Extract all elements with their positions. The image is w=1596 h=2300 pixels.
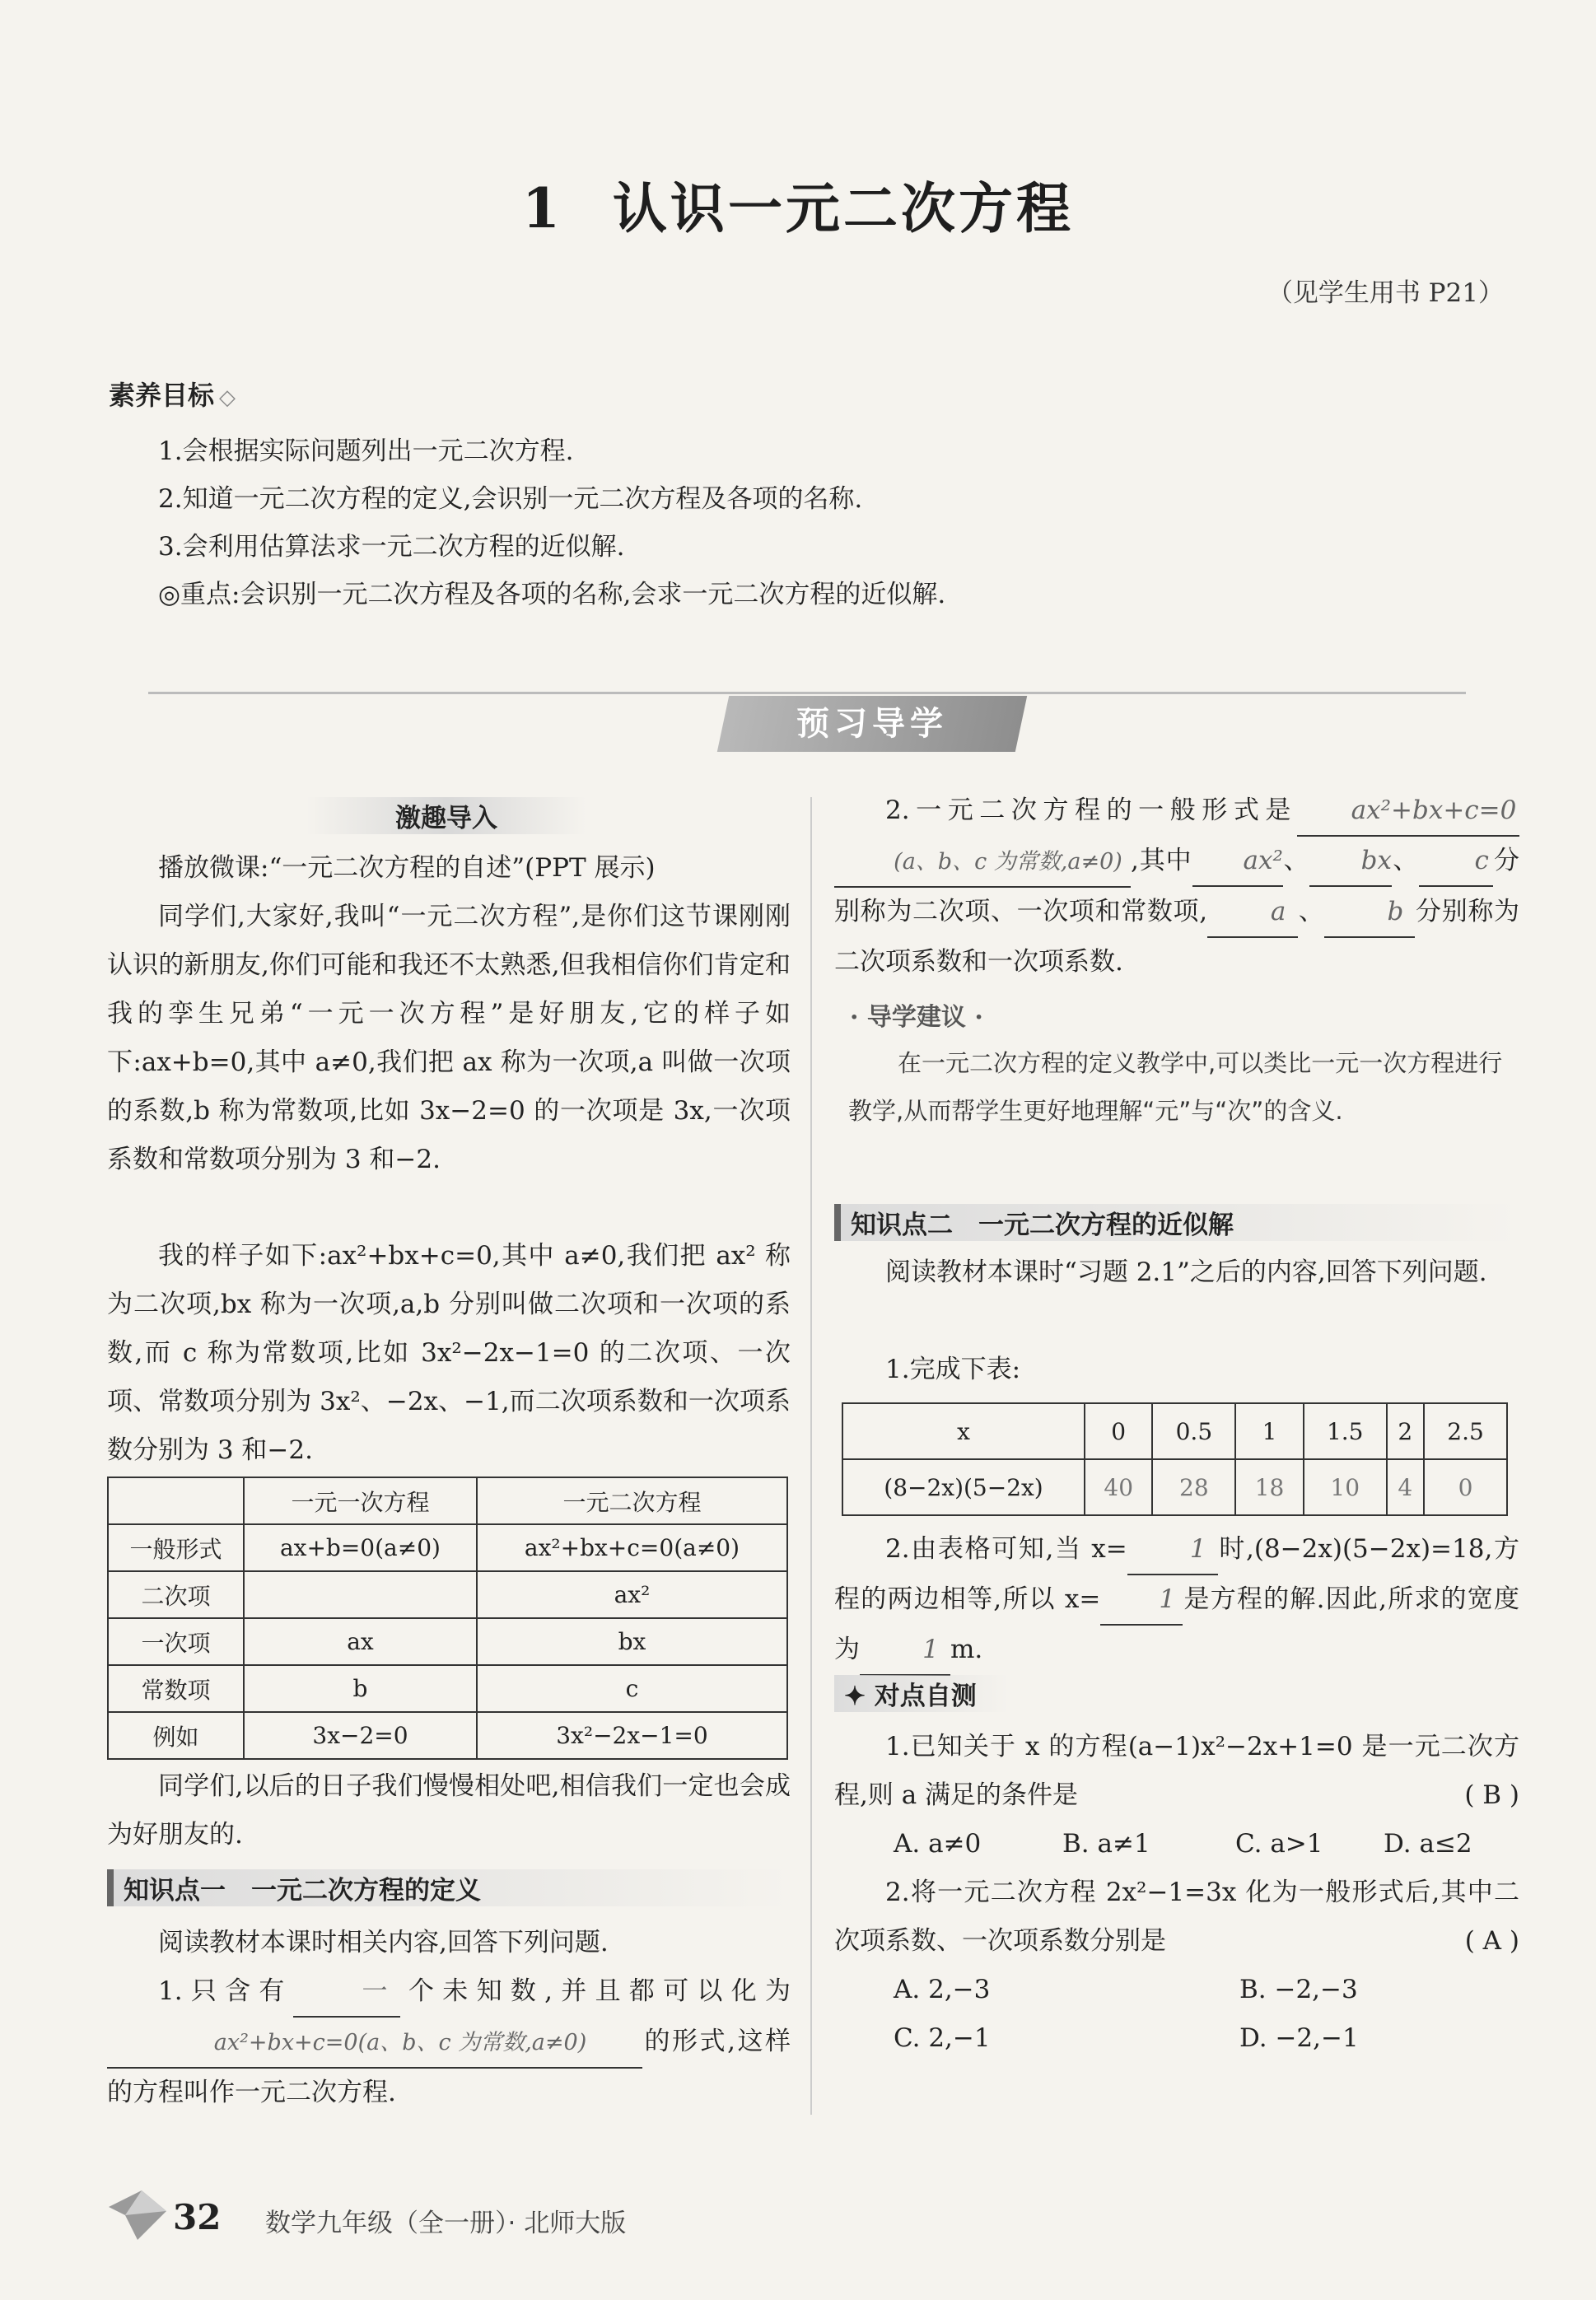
title-text: 认识一元二次方程 [612,176,1074,240]
test-question-1 [834,1723,1519,1820]
q2-blank-5: a [1207,888,1298,938]
approximation-table [842,1402,1508,1516]
table-cell: 40 [1085,1459,1152,1515]
test-1-options [894,1820,1519,1868]
q2-blank-6: b [1324,888,1415,938]
table-cell: 4 [1387,1459,1424,1515]
table-cell: 28 [1152,1459,1235,1515]
table-cell: 3x−2=0 [244,1712,477,1759]
kp2-intro: 阅读教材本课时“习题 2.1”之后的内容,回答下列问题. [885,1257,1487,1287]
q2-separator: 、 [1298,897,1325,926]
table-cell: c [477,1665,787,1712]
table-cell: 常数项 [108,1665,244,1712]
option: D. −2,−1 [1239,2023,1359,2053]
table-row [108,1618,787,1665]
column-divider [810,797,812,2115]
table-cell: 2.5 [1424,1403,1507,1459]
table-row [842,1459,1507,1515]
self-test-heading [834,1675,1009,1712]
q1-text-b: 个未知数,并且都可以化为 [399,1976,791,2006]
q2-separator: 、 [1282,846,1310,875]
table-cell: 18 [1235,1459,1303,1515]
q2-blank-1: ax²+bx+c=0 [1297,786,1519,837]
q22-text-a: 2.由表格可知,当 x= [885,1534,1127,1564]
option: C. a>1 [1235,1829,1323,1859]
kp1-question-2 [834,786,1519,987]
table-cell [108,1477,244,1524]
intro-para-2: 同学们,大家好,我叫“一元二次方程”,是你们这节课刚刚认识的新朋友,你们可能和我还不太熟悉,但我相信你们肯定和我的孪生兄弟“一元一次方程”是好朋友,它的样子如下:ax+b=0,其中 a≠0,我们把 ax 称为一次项,a 叫做一次项的系数,b 称为常数项,比如 3x−2=0 的一次项是 3x,一次项系数和常数项分别为 3 和−2. [107,902,791,1174]
option: B. −2,−3 [1239,1975,1358,2004]
table-cell: (8−2x)(5−2x) [842,1459,1085,1515]
intro-subheading: 激趣导入 [306,797,586,834]
q2-text-b: ,其中 [1131,846,1192,875]
goal-item: 3.会利用估算法求一元二次方程的近似解. [158,532,625,562]
table-cell: ax [244,1618,477,1665]
page-number: 32 [173,2197,222,2237]
test-question-2 [834,1868,1519,1966]
table-cell: 2 [1387,1403,1424,1459]
kp2-question-2 [834,1525,1519,1676]
q2-blank-1b: (a、b、c 为常数,a≠0) [834,837,1131,888]
table-row [842,1403,1507,1459]
comparison-table [107,1477,788,1760]
table-cell: x [842,1403,1085,1459]
option: B. a≠1 [1062,1829,1150,1859]
goal-focus: ◎重点:会识别一元二次方程及各项的名称,会求一元二次方程的近似解. [158,580,946,609]
goal-item: 2.知道一元二次方程的定义,会识别一元二次方程及各项的名称. [158,484,863,514]
q22-blank-1: 1 [1127,1525,1218,1575]
option: A. a≠0 [894,1829,982,1859]
self-test-text: 对点自测 [874,1682,977,1711]
q2-text-a: 2.一元二次方程的一般形式是 [885,795,1297,825]
table-cell: 0.5 [1152,1403,1235,1459]
section-banner [717,696,1027,752]
q1-blank-1: 一 [293,1967,400,2018]
table-label: 1.完成下表: [885,1355,1021,1384]
intro-para-1: 播放微课:“一元二次方程的自述”(PPT 展示) [158,853,656,883]
intro-para-3: 我的样子如下:ax²+bx+c=0,其中 a≠0,我们把 ax² 称为二次项,bx 称为一次项,a,b 分别叫做二次项和一次项的系数,而 c 称为常数项,比如 3x²−2x−1=0 的二次项、一次项、常数项分别为 3x²、−2x、−1,而二次项系数和一次项系数分别为 3 和−2. [107,1241,791,1465]
title-number: 1 [522,176,563,240]
table-row [108,1712,787,1759]
q22-text-d: m. [950,1635,983,1664]
q22-blank-2: 1 [1100,1575,1183,1626]
publisher-logo-icon [109,2190,166,2240]
option: C. 2,−1 [894,2023,991,2053]
test-1-text: 1.已知关于 x 的方程(a−1)x²−2x+1=0 是一元二次方程,则 a 满足的条件是 [834,1732,1519,1810]
table-row [108,1571,787,1618]
goals-heading [109,375,236,413]
section-banner-text: 预习导学 [796,705,948,743]
kp1-question [107,1967,791,2117]
footer-text: 数学九年级（全一册）· 北师大版 [265,2209,627,2238]
test-2-text: 2.将一元二次方程 2x²−1=3x 化为一般形式后,其中二次项系数、一次项系数分别是 [834,1878,1519,1956]
q2-blank-4: c [1419,837,1493,887]
table-cell: 1.5 [1304,1403,1387,1459]
test-2-answer: ( A ) [1464,1926,1519,1956]
table-cell: ax²+bx+c=0(a≠0) [477,1524,787,1571]
table-cell: b [244,1665,477,1712]
goal-item: 1.会根据实际问题列出一元二次方程. [158,436,574,466]
q2-text-d: 分别称为二次项系数和一次项系数. [834,897,1520,977]
table-cell: 一元一次方程 [244,1477,477,1524]
page-title [0,165,1596,243]
q2-separator: 、 [1392,846,1420,875]
table-cell: 10 [1304,1459,1387,1515]
diamond-icon: ◇ [219,385,236,410]
q2-blank-2: ax² [1192,837,1283,887]
table-header-row [108,1477,787,1524]
table-row [108,1524,787,1571]
table-cell [244,1571,477,1618]
test-2-options [894,1966,1519,2014]
test-2-options [894,2014,1519,2063]
q22-text-c: 是方程的解.因此,所求的宽度为 [834,1584,1519,1664]
goals-heading-text: 素养目标 [109,380,215,411]
q1-blank-2: ax²+bx+c=0(a、b、c 为常数,a≠0) [107,2018,642,2069]
q1-text-a: 1.只含有 [158,1976,293,2006]
guide-suggestion-text: 在一元二次方程的定义教学中,可以类比一元一次方程进行教学,从而帮学生更好地理解“元”与“次”的含义. [848,1049,1503,1125]
star-icon: ✦ [844,1682,875,1711]
table-row [108,1665,787,1712]
table-cell: 1 [1235,1403,1303,1459]
option: A. 2,−3 [894,1975,991,2004]
q22-blank-3: 1 [860,1626,950,1676]
guide-suggestion-heading: · 导学建议 · [850,1003,983,1032]
q2-blank-3: bx [1309,837,1392,887]
q2-text-c: 分别称为二次项、一次项和常数项, [834,846,1520,926]
banner-rule [148,692,1466,694]
table-cell: 二次项 [108,1571,244,1618]
option: D. a≤2 [1384,1829,1472,1859]
table-cell: ax² [477,1571,787,1618]
intro-para-4: 同学们,以后的日子我们慢慢相处吧,相信我们一定也会成为好朋友的. [107,1771,791,1850]
knowledge-point-1: 知识点一 一元二次方程的定义 [107,1869,791,1906]
table-cell: bx [477,1618,787,1665]
table-cell: 一般形式 [108,1524,244,1571]
q1-text-c: 的形式,这样的方程叫作一元二次方程. [107,2027,791,2107]
table-cell: 0 [1085,1403,1152,1459]
table-cell: 一次项 [108,1618,244,1665]
table-cell: 3x²−2x−1=0 [477,1712,787,1759]
reference-note: （见学生用书 P21） [1267,278,1504,308]
table-cell: ax+b=0(a≠0) [244,1524,477,1571]
table-cell: 0 [1424,1459,1507,1515]
knowledge-point-2: 知识点二 一元二次方程的近似解 [834,1204,1518,1241]
table-cell: 例如 [108,1712,244,1759]
q22-text-b: 时,(8−2x)(5−2x)=18,方程的两边相等,所以 x= [834,1534,1519,1614]
table-cell: 一元二次方程 [477,1477,787,1524]
test-1-answer: ( B ) [1464,1780,1519,1810]
kp1-intro: 阅读教材本课时相关内容,回答下列问题. [158,1928,609,1957]
